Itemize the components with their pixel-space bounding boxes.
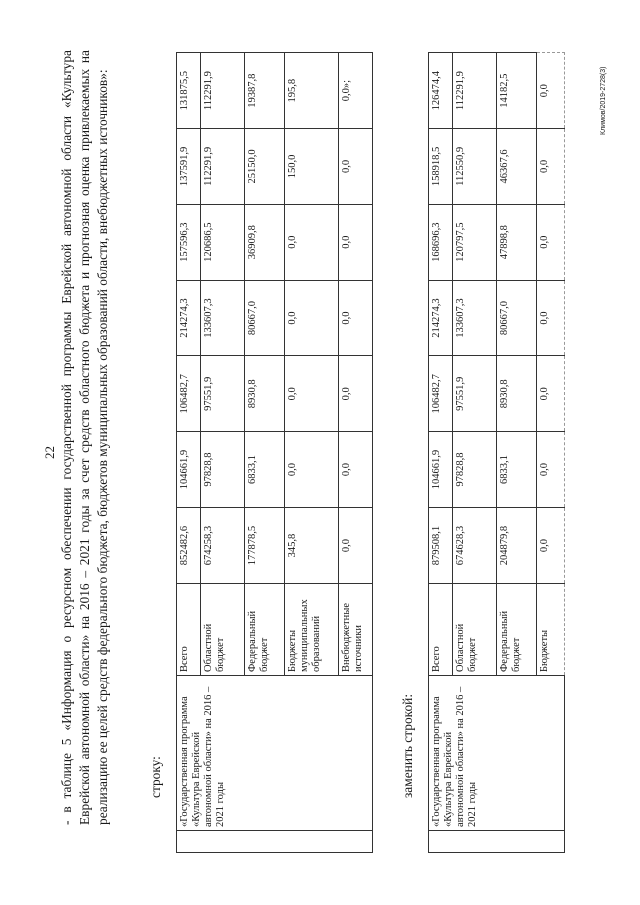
value-cell: 97828,8 [453,432,497,508]
funding-source-cell: Всего [177,584,201,676]
value-cell: 133607,3 [453,280,497,356]
value-cell: 133607,3 [201,280,245,356]
page-number: 22 [42,446,57,459]
value-cell: 0,0 [537,280,565,356]
table-new [428,52,565,853]
funding-source-cell: Федеральный бюджет [497,584,537,676]
label-old-row: строку: [148,756,163,798]
value-cell: 112291,9 [201,53,245,129]
value-cell: 47898,8 [497,204,537,280]
empty-cell [177,831,373,853]
value-cell: 97551,9 [201,356,245,432]
value-cell: 8930,8 [497,356,537,432]
value-cell: 0,0 [537,204,565,280]
value-cell: 0,0 [339,280,373,356]
value-cell: 14182,5 [497,53,537,129]
empty-cell [429,831,565,853]
value-cell: 97828,8 [201,432,245,508]
footer-reference: Климов/2019-2728(3) [600,66,607,135]
program-name-cell: «Государственная программа «Культура Еврейской автономной области» на 2016 – 2021 годы [177,676,373,831]
value-cell: 674258,3 [201,508,245,584]
table-row [177,53,201,853]
value-cell: 150,0 [285,129,339,205]
value-cell: 195,8 [285,53,339,129]
value-cell: 0,0 [537,508,565,584]
value-cell: 120797,5 [453,204,497,280]
funding-source-cell: Внебюджетные источники [339,584,373,676]
value-cell: 106482,7 [177,356,201,432]
value-cell: 0,0 [339,432,373,508]
value-cell: 8930,8 [245,356,285,432]
value-cell: 6833,1 [497,432,537,508]
value-cell: 214274,3 [429,280,453,356]
funding-source-cell: Бюджеты [537,584,565,676]
value-cell: 168696,3 [429,204,453,280]
value-cell: 177878,5 [245,508,285,584]
value-cell: 46367,6 [497,129,537,205]
value-cell: 0,0 [537,129,565,205]
value-cell: 0,0 [537,53,565,129]
funding-source-cell: Всего [429,584,453,676]
value-cell: 0,0 [537,356,565,432]
value-cell: 80667,0 [245,280,285,356]
value-cell: 852482,6 [177,508,201,584]
value-cell: 104661,9 [177,432,201,508]
table-old [176,52,373,853]
value-cell: 25150,0 [245,129,285,205]
value-cell: 0,0 [285,356,339,432]
value-cell: 126474,4 [429,53,453,129]
value-cell: 0,0 [285,204,339,280]
value-cell: 0,0 [537,432,565,508]
value-cell: 137591,9 [177,129,201,205]
funding-source-cell: Областной бюджет [453,584,497,676]
funding-source-cell: Областной бюджет [201,584,245,676]
value-cell: 104661,9 [429,432,453,508]
table-row [429,53,453,853]
value-cell: 6833,1 [245,432,285,508]
value-cell: 0,0 [339,508,373,584]
value-cell: 0,0 [285,280,339,356]
value-cell: 106482,7 [429,356,453,432]
value-cell: 19387,8 [245,53,285,129]
value-cell: 36909,8 [245,204,285,280]
value-cell: 131875,5 [177,53,201,129]
value-cell: 120686,5 [201,204,245,280]
value-cell: 97551,9 [453,356,497,432]
value-cell: 214274,3 [177,280,201,356]
value-cell: 112550,9 [453,129,497,205]
value-cell: 0,0 [339,204,373,280]
value-cell: 674628,3 [453,508,497,584]
value-cell: 0,0 [339,356,373,432]
value-cell: 157596,3 [177,204,201,280]
funding-source-cell: Федеральный бюджет [245,584,285,676]
value-cell: 80667,0 [497,280,537,356]
value-cell: 0,0 [339,129,373,205]
value-cell: 0,0»; [339,53,373,129]
program-name-cell: «Государственная программа «Культура Еврейской автономной области» на 2016 – 2021 годы [429,676,565,831]
value-cell: 112291,9 [453,53,497,129]
label-new-row: заменить строкой: [400,693,415,798]
value-cell: 112291,9 [201,129,245,205]
value-cell: 345,8 [285,508,339,584]
value-cell: 204879,8 [497,508,537,584]
value-cell: 0,0 [285,432,339,508]
intro-paragraph: - в таблице 5 «Информация о ресурсном обеспечении государственной программы Еврейской автономной области «Культура Еврейской автономной области» на 2016 – 2021 годы за счет средств областного бюджета и прогнозная оценка привлекаемых на реализацию ее целей средств федерального бюджета, бюджетов муниципальных образований области, внебюджетных источников»: [59,50,110,825]
funding-source-cell: Бюджеты муниципальных образований [285,584,339,676]
value-cell: 158918,5 [429,129,453,205]
value-cell: 879508,1 [429,508,453,584]
